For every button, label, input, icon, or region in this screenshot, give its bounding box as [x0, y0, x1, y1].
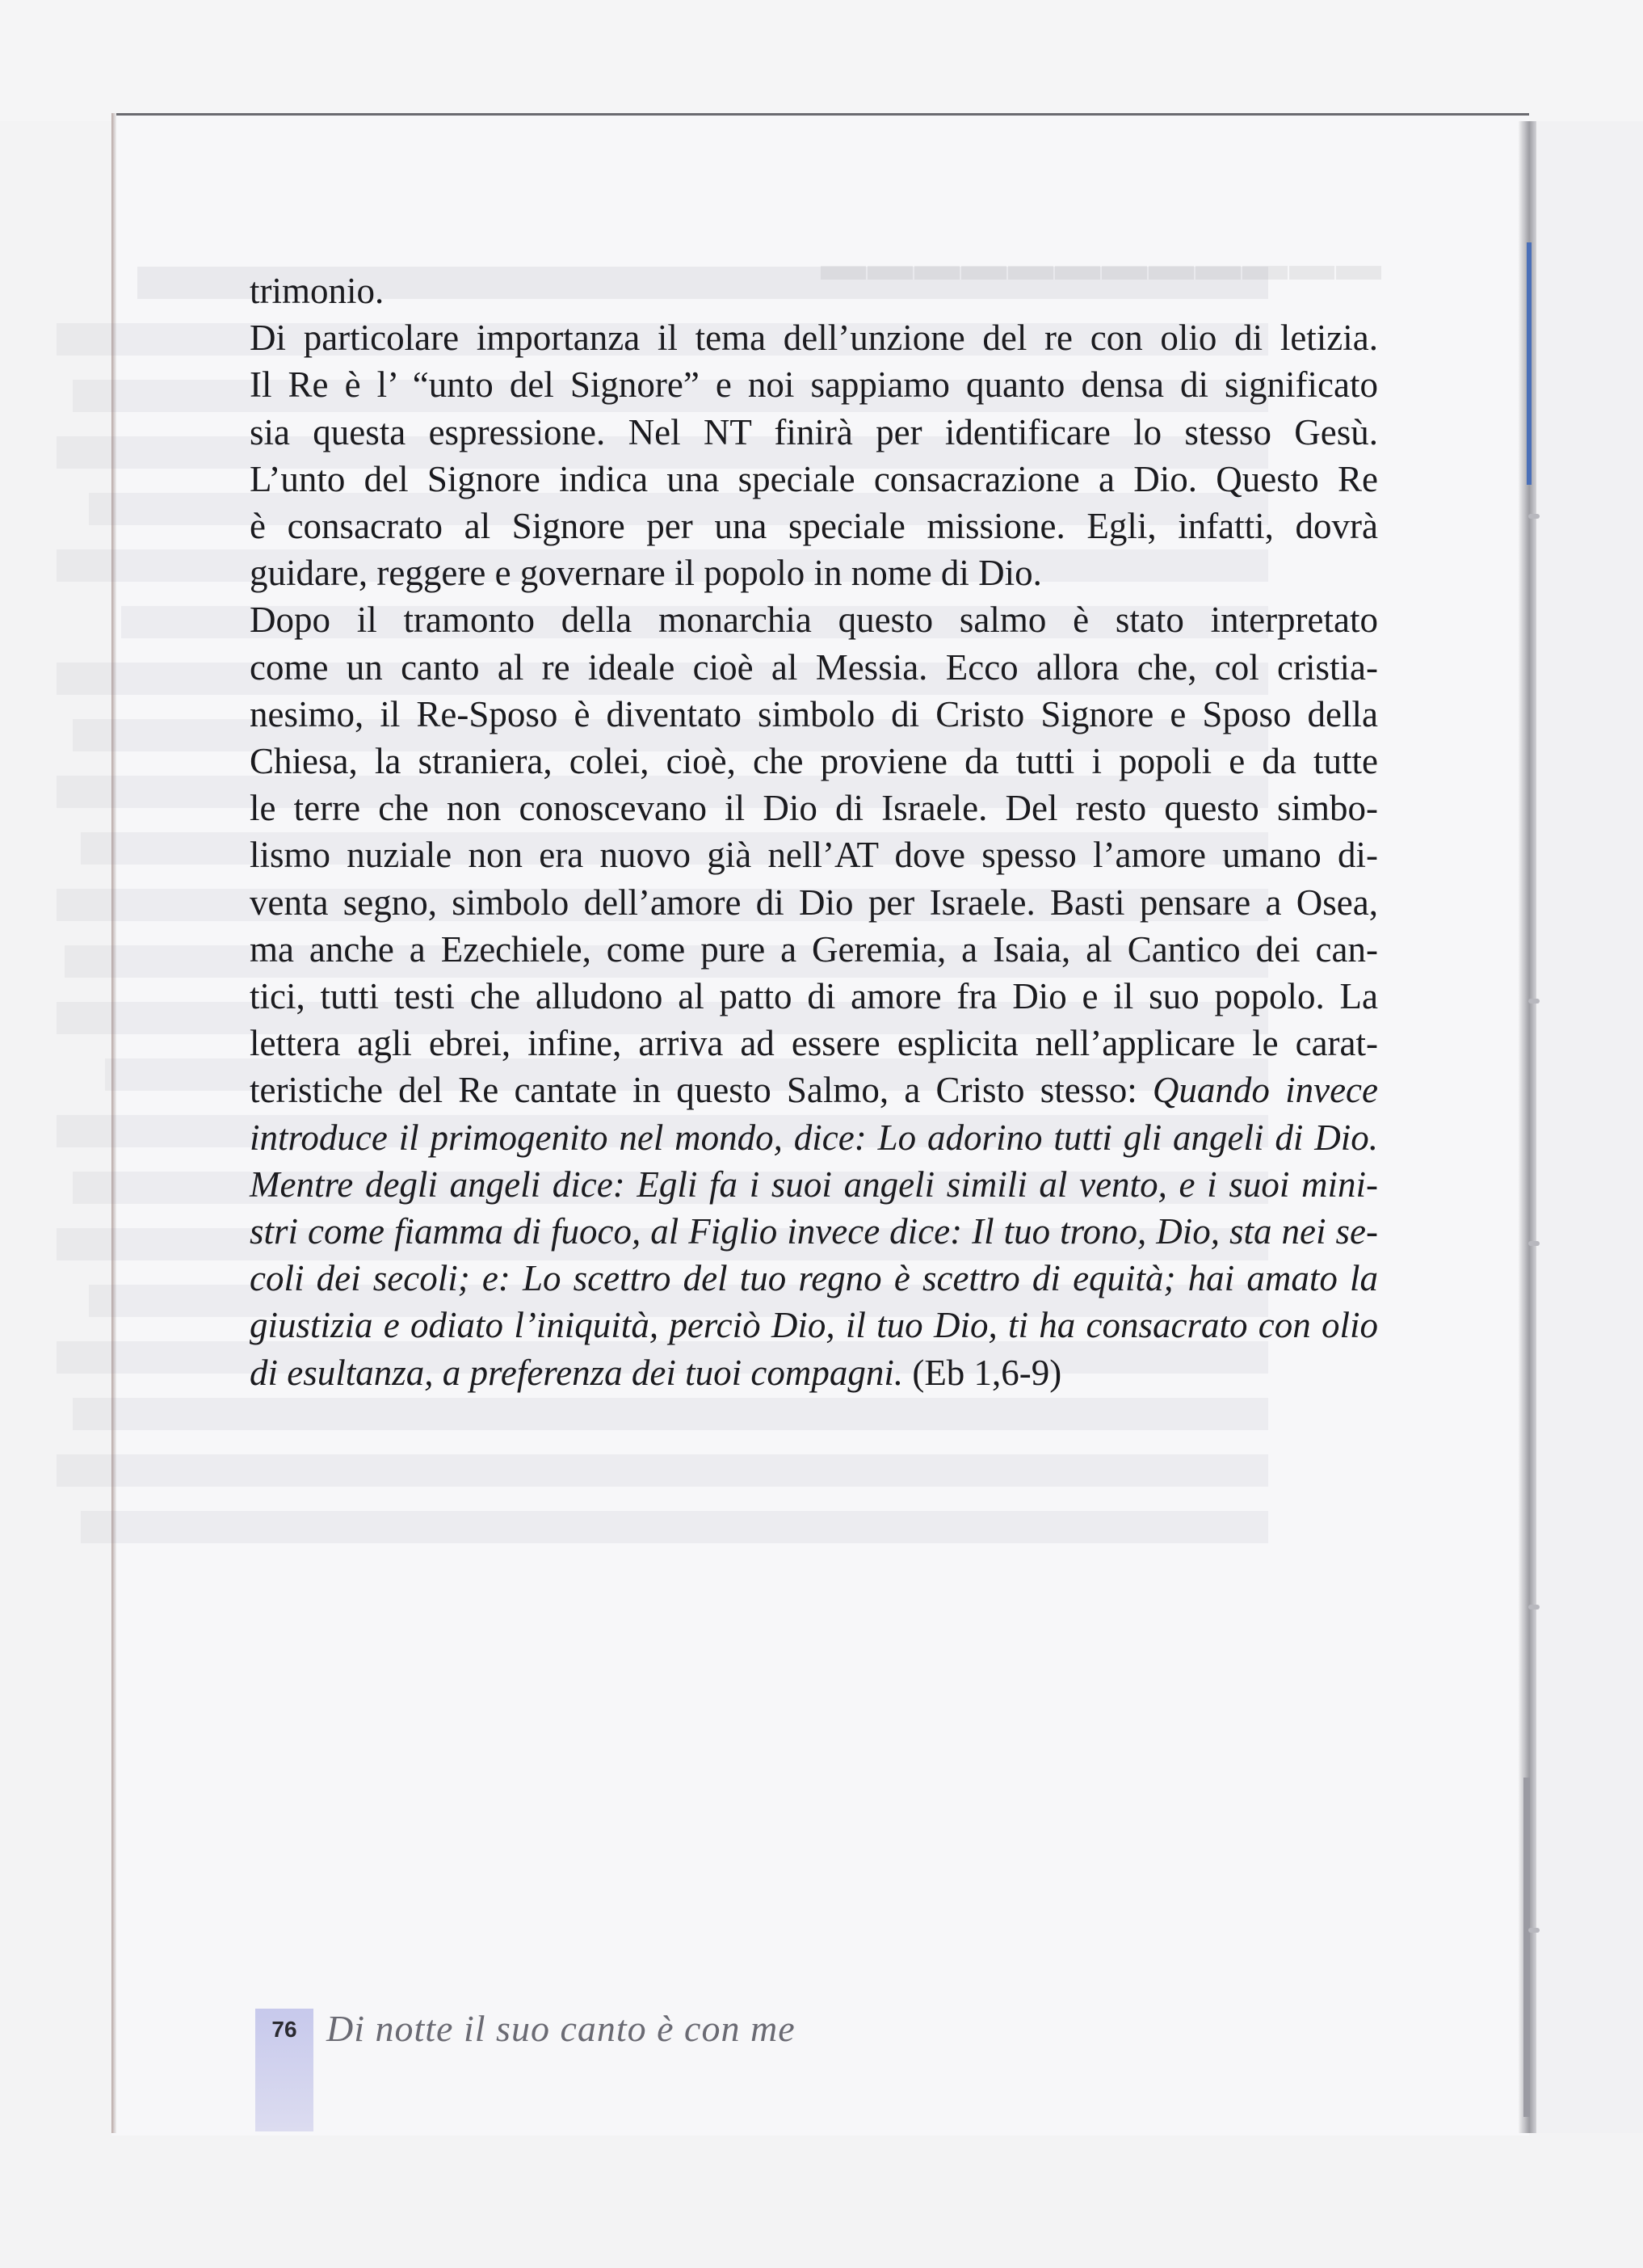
binding-mark [1528, 1241, 1540, 1246]
binding-mark [1528, 1928, 1540, 1933]
body-text [250, 267, 1378, 1396]
text-line: è consacrato al Signore per una speciale missione. Egli, infatti, dovrà [250, 506, 1378, 547]
quote-line: stri come fiamma di fuoco, al Figlio invece dice: Il tuo trono, Dio, sta nei se- [250, 1211, 1378, 1252]
text-line: Dopo il tramonto della monarchia questo salmo è stato interpretato [250, 600, 1378, 641]
quote-last-line [250, 1349, 1378, 1396]
page-left-edge [111, 113, 116, 2133]
quote-line: Mentre degli angeli dice: Egli fa i suoi angeli simili al vento, e i suoi mini- [250, 1163, 1378, 1205]
facing-page-blue-strip [1527, 242, 1532, 485]
text-line-segment: teristiche del Re cantate in questo Salmo, a Cristo stesso: [250, 1070, 1153, 1111]
text-line: sia questa espressione. Nel NT finirà per identificare lo stesso Gesù. [250, 411, 1378, 452]
scan-background [0, 0, 1643, 121]
binding-mark [1528, 999, 1540, 1004]
text-line: ma anche a Ezechiele, come pure a Geremia, a Isaia, al Cantico dei can- [250, 928, 1378, 970]
quote-end: di esultanza, a preferenza dei tuoi compagni. [250, 1352, 904, 1393]
text-line: tici, tutti testi che alludono al patto di amore fra Dio e il suo popolo. La [250, 976, 1378, 1017]
quote-line: introduce il primogenito nel mondo, dice: Lo adorino tutti gli angeli di Dio. [250, 1117, 1378, 1158]
text-line: come un canto al re ideale cioè al Messia. Ecco allora che, col cristia- [250, 646, 1378, 688]
text-line: le terre che non conoscevano il Dio di Israele. Del resto questo simbo- [250, 788, 1378, 829]
text-line: trimonio. [250, 271, 384, 311]
page-number: 76 [271, 2017, 297, 2042]
text-line: Il Re è l’ “unto del Signore” e noi sappiamo quanto densa di significato [250, 364, 1378, 406]
text-line: nesimo, il Re-Sposo è diventato simbolo di Cristo Signore e Sposo della [250, 693, 1378, 734]
text-line: guidare, reggere e governare il popolo in nome di Dio. [250, 553, 1042, 594]
quote-line: giustizia e odiato l’iniquità, perciò Dio, il tuo Dio, ti ha consacrato con olio [250, 1305, 1378, 1346]
text-line: Chiesa, la straniera, colei, cioè, che proviene da tutti i popoli e da tutte [250, 741, 1378, 782]
text-line: venta segno, simbolo dell’amore di Dio per Israele. Basti pensare a Osea, [250, 882, 1378, 923]
text-line: L’unto del Signore indica una speciale consacrazione a Dio. Questo Re [250, 458, 1378, 499]
binding-mark [1528, 514, 1540, 519]
quote-start: Quando invece [1152, 1070, 1378, 1111]
text-line: Di particolare importanza il tema dell’unzione del re con olio di letizia. [250, 318, 1378, 359]
text-line: lettera agli ebrei, infine, arriva ad essere esplicita nell’applicare le carat- [250, 1023, 1378, 1064]
facing-page-edge [1536, 121, 1643, 2133]
scripture-quote [250, 1114, 1378, 1396]
running-title: Di notte il suo canto è con me [326, 2008, 796, 2049]
text-line: lismo nuziale non era nuovo già nell’AT dove spesso l’amore umano di- [250, 835, 1378, 876]
facing-page-gray-strip [1523, 1778, 1530, 2117]
body-paragraph [250, 267, 1378, 1114]
quote-line: coli dei secoli; e: Lo scettro del tuo regno è scettro di equità; hai amato la [250, 1258, 1378, 1299]
reverse-side-bleed-heading: ▬▬▬▬▬▬▬▬▬▬▬▬ [819, 240, 1381, 290]
citation: (Eb 1,6-9) [903, 1352, 1062, 1393]
binding-mark [1528, 1605, 1540, 1609]
text-line [250, 1067, 1378, 1113]
